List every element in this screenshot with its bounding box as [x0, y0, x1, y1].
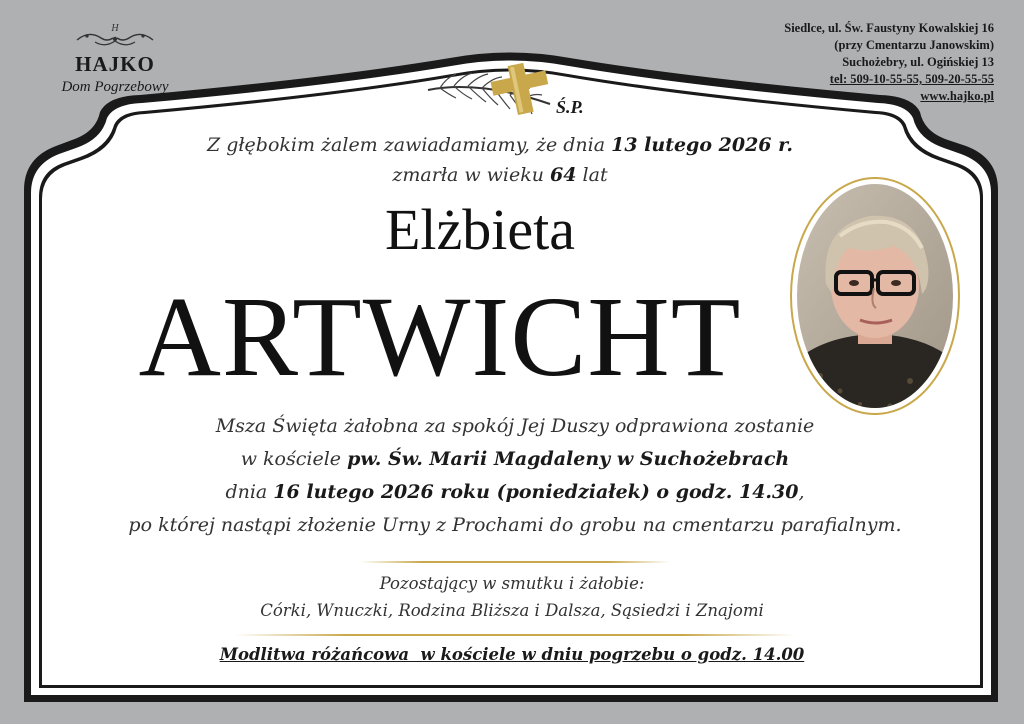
funeral-home-subtitle: Dom Pogrzebowy: [61, 79, 169, 95]
mass-line-2: [80, 443, 950, 476]
deceased-photo: [790, 176, 960, 416]
deceased-first-name: Elżbieta: [384, 197, 575, 262]
ornament-icon: [67, 22, 163, 50]
announcement-line-1: [150, 130, 850, 160]
mass-line-4: po której nastąpi złożenie Urny z Prochami do grobu na cmentarzu parafialnym.: [128, 514, 902, 536]
mass-line-3: [80, 476, 950, 509]
age-unit: lat: [576, 164, 608, 186]
mass-line-1: Msza Święta żałobna za spokój Jej Duszy odprawiona zostanie: [215, 415, 815, 437]
funeral-home-name: HAJKO: [75, 52, 155, 76]
mass-datetime: 16 lutego 2026 roku (poniedziałek) o godz. 14.30: [273, 481, 799, 503]
announcement-text: Z głębokim żalem zawiadamiamy, że dnia: [206, 134, 612, 156]
contact-block: [784, 20, 994, 105]
mass-church-prefix: w kościele: [240, 448, 348, 470]
funeral-home-logo: [40, 22, 190, 96]
contact-address-1: Siedlce, ul. Św. Faustyny Kowalskiej 16: [784, 21, 994, 35]
deceased-last-name: ARTWICHT: [138, 273, 742, 400]
contact-address-2: (przy Cmentarzu Janowskim): [834, 38, 994, 52]
rosary-info: [150, 645, 874, 664]
rosary-text: Modlitwa różańcowa w kościele w dniu pogrzebu o godz. 14.00: [219, 645, 805, 664]
mass-church: pw. Św. Marii Magdaleny w Suchożebrach: [347, 448, 790, 470]
family-members: Córki, Wnuczki, Rodzina Bliższa i Dalsza, Sąsiedzi i Znajomi: [260, 601, 764, 620]
contact-website[interactable]: www.hajko.pl: [920, 89, 994, 103]
death-date: 13 lutego 2026 r.: [611, 134, 794, 156]
family-heading: Pozostający w smutku i żałobie:: [379, 574, 645, 593]
age-text: zmarła w wieku: [392, 164, 551, 186]
mass-info: [80, 410, 950, 542]
announcement: [150, 130, 850, 190]
gold-divider-top: [360, 561, 670, 563]
mass-date-suffix: ,: [798, 481, 805, 503]
logo-monogram: H: [111, 23, 119, 34]
gold-divider-bottom: [235, 634, 795, 636]
contact-address-3: Suchożebry, ul. Ogińskiej 13: [842, 55, 994, 69]
announcement-line-2: [150, 160, 850, 190]
mass-date-prefix: dnia: [225, 481, 274, 503]
family-block: [150, 570, 874, 624]
age-value: 64: [550, 164, 577, 186]
sp-label: Ś.P.: [556, 97, 584, 117]
contact-phone: tel: 509-10-55-55, 509-20-55-55: [829, 72, 994, 86]
